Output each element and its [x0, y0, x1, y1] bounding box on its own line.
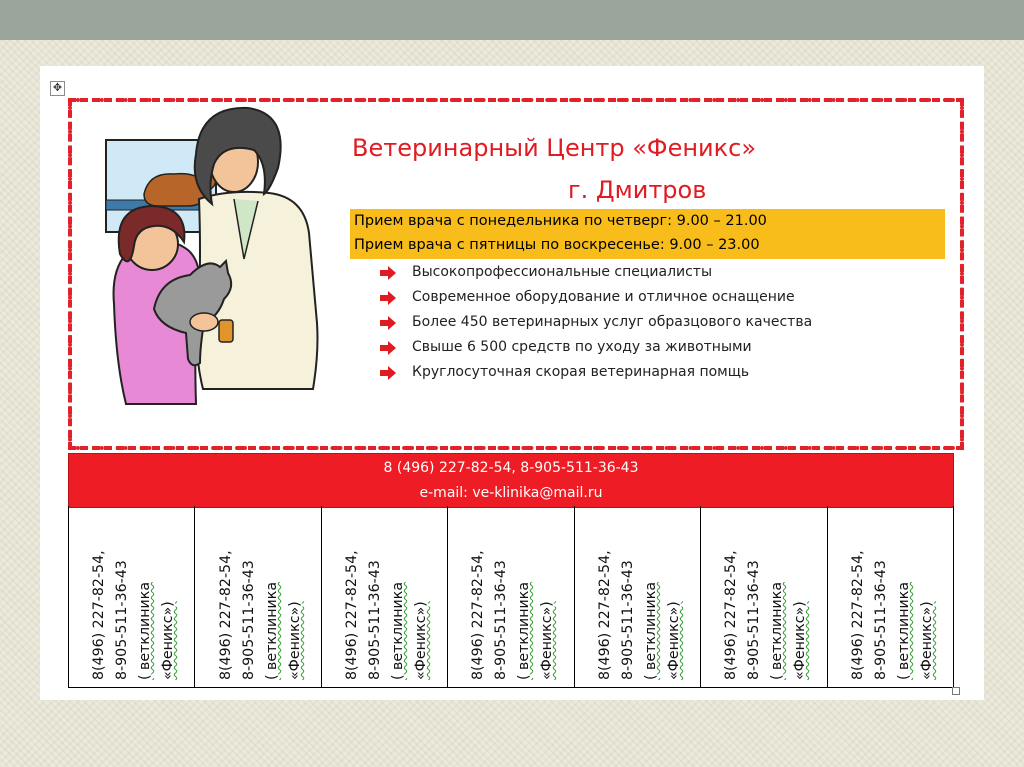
vet-hand [190, 313, 218, 331]
tab-clinic-name: «Феникс») [413, 601, 430, 681]
list-item [380, 287, 940, 311]
table-move-handle-icon[interactable]: ✥ [50, 81, 65, 96]
tab-text [467, 520, 559, 680]
tab-label: ( ветклиника [895, 582, 912, 681]
tab-phone: 8(496) 227-82-54, [849, 550, 866, 681]
tab-text [215, 520, 307, 680]
red-arrow-bullet-icon [380, 266, 396, 280]
red-arrow-bullet-icon [380, 366, 396, 380]
feature-text: Круглосуточная скорая ветеринарная помщь [412, 364, 750, 380]
feature-text: Свыше 6 500 средств по уходу за животными [412, 339, 752, 355]
tab-mobile: 8-905-511-36-43 [619, 560, 636, 681]
tab-label: ( ветклиника [137, 582, 154, 681]
tear-off-tab [321, 506, 447, 687]
list-item [380, 312, 940, 336]
tab-clinic-name: «Феникс») [160, 601, 177, 681]
tab-label: ( ветклиника [390, 582, 407, 681]
feature-text: Современное оборудование и отличное оснащение [412, 289, 795, 305]
tab-phone: 8(496) 227-82-54, [470, 550, 487, 681]
tab-clinic-name: «Феникс») [665, 601, 682, 681]
list-item [380, 337, 940, 361]
medicine-bottle [219, 320, 233, 342]
tab-text [594, 520, 686, 680]
clinic-city: г. Дмитров [568, 176, 707, 204]
tab-mobile: 8-905-511-36-43 [240, 560, 257, 681]
contact-band [68, 453, 954, 508]
hours-weekend: Прием врача с пятницы по воскресенье: 9.00 – 23.00 [354, 237, 760, 253]
vet-illustration [104, 104, 324, 409]
tab-mobile: 8-905-511-36-43 [746, 560, 763, 681]
table-resize-handle[interactable] [952, 687, 960, 695]
tab-label: ( ветклиника [769, 582, 786, 681]
list-item [380, 262, 940, 286]
hours-box [350, 209, 945, 259]
tab-mobile: 8-905-511-36-43 [114, 560, 131, 681]
tear-off-tabs [68, 506, 954, 688]
tab-label: ( ветклиника [263, 582, 280, 681]
tab-label: ( ветклиника [516, 582, 533, 681]
hours-weekdays: Прием врача с понедельника по четверг: 9.00 – 21.00 [354, 213, 767, 229]
tear-off-tab [69, 506, 194, 687]
feature-text: Высокопрофессиональные специалисты [412, 264, 713, 280]
tab-mobile: 8-905-511-36-43 [493, 560, 510, 681]
tab-mobile: 8-905-511-36-43 [367, 560, 384, 681]
tab-text [88, 520, 180, 680]
tear-off-tab [447, 506, 573, 687]
tear-off-tab [700, 506, 826, 687]
tab-clinic-name: «Феникс») [792, 601, 809, 681]
tear-off-tab [827, 506, 953, 687]
tab-phone: 8(496) 227-82-54, [217, 550, 234, 681]
tab-clinic-name: «Феникс») [286, 601, 303, 681]
contact-email: e-mail: ve-klinika@mail.ru [419, 485, 603, 501]
tab-phone: 8(496) 227-82-54, [723, 550, 740, 681]
tab-mobile: 8-905-511-36-43 [872, 560, 889, 681]
tab-clinic-name: «Феникс») [918, 601, 935, 681]
tear-off-tab [194, 506, 320, 687]
feature-text: Более 450 ветеринарных услуг образцового качества [412, 314, 813, 330]
tab-phone: 8(496) 227-82-54, [91, 550, 108, 681]
tear-off-tab [574, 506, 700, 687]
tab-clinic-name: «Феникс») [539, 601, 556, 681]
red-arrow-bullet-icon [380, 291, 396, 305]
red-arrow-bullet-icon [380, 341, 396, 355]
slide-top-bar [0, 0, 1024, 40]
tab-text [341, 520, 433, 680]
clinic-title: Ветеринарный Центр «Феникс» [352, 134, 757, 162]
tab-text [847, 520, 939, 680]
tab-text [720, 520, 812, 680]
list-item [380, 362, 940, 386]
tab-label: ( ветклиника [642, 582, 659, 681]
red-arrow-bullet-icon [380, 316, 396, 330]
tab-phone: 8(496) 227-82-54, [596, 550, 613, 681]
tab-phone: 8(496) 227-82-54, [344, 550, 361, 681]
contact-phones: 8 (496) 227-82-54, 8-905-511-36-43 [383, 460, 639, 476]
